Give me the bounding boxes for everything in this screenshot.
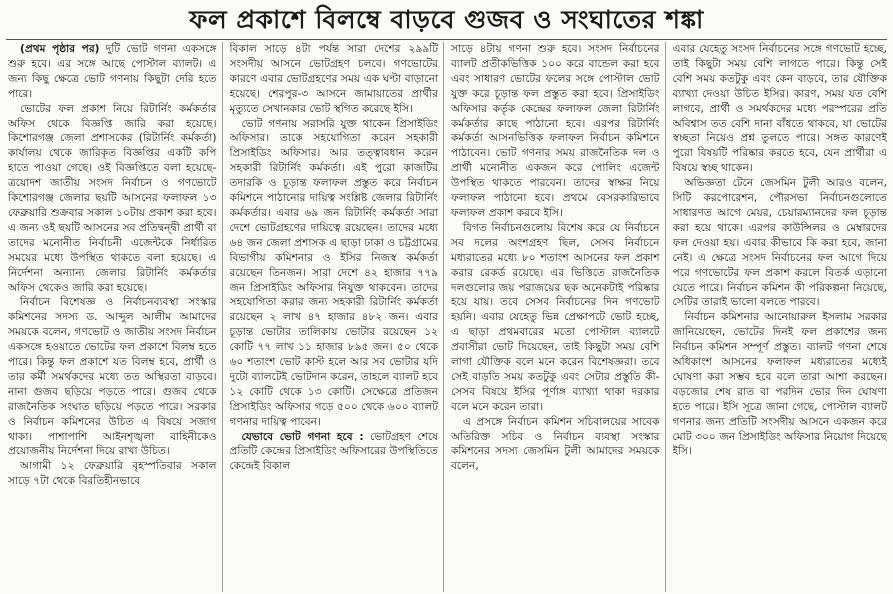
- article-column-4: [673, 42, 888, 592]
- paragraph: [8, 459, 217, 489]
- headline-rule: [6, 39, 887, 40]
- article-column-2: [230, 42, 445, 592]
- paragraph-text: দুটি ভোট গণনা একসঙ্গে শুরু হবে। এর সঙ্গে আছে পোস্টাল ব্যালট। এ জন্য কিছু ক্ষেত্রে ভোট গণনায় কিছুটা দেরি হতে পারে।: [8, 43, 217, 100]
- paragraph-text: ভোট গণনায় সরাসরি যুক্ত থাকেন প্রিসাইডিং অফিসার। তাকে সহযোগিতা করেন সহকারী প্রিসাইডিং অফিসার। আর তত্ত্বাবধান করেন সহকারী রিটার্নিং কর্মকর্তা। এই পুরো কাজটির তদারকি ও চূড়ান্ত ফলাফল প্রস্তুত করে নির্বাচন কমিশনে পাঠানোর দায়িত্ব সংশ্লিষ্ট জেলার রিটার্নিং কর্মকর্তার। এবার ৬৯ জন রিটার্নিং কর্মকর্তা সারা দেশে ভোটগ্রহণের দায়িত্বে রয়েছেন। তাদের মধ্যে ৬৪ জন জেলা প্রশাসক এ ছাড়া ঢাকা ও চট্টগ্রামের বিভাগীয় কমিশনার ও ইসির নিজস্ব কর্মকর্তা রয়েছেন তিনজন। সারা দেশে ৪২ হাজার ৭৭৯ জন প্রিসাইডিং অফিসার নিযুক্ত থাকবেন। তাদের সহযোগিতা করার জন্য সহকারী রিটার্নিং কর্মকর্তা রয়েছেন ২ লাখ ৪৭ হাজার ৪৮২ জন। এবার চূড়ান্ত ভোটার তালিকায় ভোটার রয়েছেন ১২ কোটি ৭৭ লাখ ১১ হাজার ৮৯৫ জন। ৫০ থেকে ৬০ শতাংশ ভোট কাস্ট হলে আর সব ভোটার যদি দুটো ব্যালটেই ভোটদান করেন, তাহলে ব্যালট হবে ১২ কোটি থেকে ১৩ কোটি। সেক্ষেত্রে প্রতিজন প্রিসাইডিং অফিসার গড়ে ৫০০ থেকে ৬০০ ব্যালট গণনার দায়িত্ব পাবেন।: [229, 117, 438, 428]
- paragraph: [451, 221, 660, 415]
- paragraph: [8, 102, 217, 296]
- paragraph: [673, 176, 888, 310]
- paragraph: [230, 117, 439, 430]
- paragraph: [8, 295, 217, 459]
- paragraph: [8, 42, 217, 102]
- paragraph: [451, 415, 660, 475]
- paragraph: [230, 42, 439, 117]
- article-body: [8, 42, 887, 592]
- paragraph-text: এ প্রসঙ্গে নির্বাচন কমিশন সচিবালয়ের সাবেক অতিরিক্ত সচিব ও নির্বাচন ব্যবস্থা সংস্কার কমিশনের সদস্য জেসমিন টুলী আমাদের সময়কে বলেন,: [451, 415, 660, 473]
- paragraph-text: সাড়ে ৪টায় গণনা শুরু হবে। সংসদ নির্বাচনের ব্যালট প্রতীকভিত্তিক ১০০ করে বান্ডেল করা হবে এবং সাধারণ ভোটের ফলের সঙ্গে পোস্টাল ভোট যুক্ত করে চূড়ান্ত ফল প্রস্তুত করা হবে। প্রিসাইডিং অফিসার কর্তৃক কেন্দ্রের ফলাফল জেলা রিটার্নিং কর্মকর্তার কাছে পাঠানো হবে। এরপর রিটার্নিং কর্মকর্তা আসনভিত্তিক ফলাফল নির্বাচন কমিশনে পাঠাবেন। ভোট গণনার সময় রাজনৈতিক দল ও প্রার্থী মনোনীত একজন করে পোলিং এজেন্ট উপস্থিত থাকতে পারবেন। তাদের স্বাক্ষর নিয়ে ফলাফল পাঠানো হবে। প্রথমে বেসরকারিভাবে ফলাফল প্রকাশ করবে ইসি।: [451, 43, 660, 219]
- paragraph: [673, 42, 888, 176]
- article-column-3: [451, 42, 666, 592]
- paragraph-text: বিগত নির্বাচনগুলোয় বিশেষ করে যে নির্বাচনে সব দলের অংশগ্রহণ ছিল, সেসব নির্বাচনে মধ্যরাতের মধ্যে ৮০ শতাংশ আসনের ফল প্রকাশ করার রেকর্ড রয়েছে। এর ভিত্তিতে রাজনৈতিক দলগুলোর জয় পরাজয়ের ছক অনেকটাই পরিষ্কার হয়ে যায়। তবে সেসব নির্বাচনের দিন গণভোট হয়নি। এবার যেহেতু ভিন্ন প্রেক্ষাপটে ভোট হচ্ছে, এ ছাড়া প্রথমবারের মতো পোস্টাল ব্যালটে প্রবাসীরা ভোট দিয়েছেন, তাই কিছুটা সময় বেশি লাগা যৌক্তিক বলে মনে করেন বিশেষজ্ঞরা। তবে সেই বাড়তি সময় কতটুকু এবং সেটার প্রস্তুতি কী- সেসব বিষয়ে ইসির পূর্ণাঙ্গ ব্যাখ্যা থাকা দরকার বলে মনে করেন তারা।: [451, 221, 660, 413]
- paragraph-text: এবার যেহেতু সংসদ নির্বাচনের সঙ্গে গণভোট হচ্ছে, তাই কিছুটা সময় বেশি লাগতে পারে। কিন্তু সেই বেশি সময় কতটুকু এবং কেন বাড়বে, তার যৌক্তিক ব্যাখ্যা দেওয়া উচিত ইসির। কারণ, সময় যত বেশি লাগবে, প্রার্থী ও সমর্থকদের মধ্যে পরস্পরের প্রতি অবিশ্বাস তত বেশি দানা বাঁধতে থাকবে, যা ভোটের স্বচ্ছতা নিয়েও প্রশ্ন তুলতে পারে। সঙ্গত কারণেই পুরো বিষয়টি পরিষ্কার করতে হবে, যেন প্রার্থীরা এ বিষয়ে স্বচ্ছ থাকেন।: [672, 43, 887, 175]
- paragraph-text: ভোটগ্রহণ শেষে প্রতিটি কেন্দ্রের প্রিসাইডিং অফিসারের উপস্থিতিতে কেন্দ্রেই বিকাল: [229, 430, 438, 473]
- paragraph: [673, 310, 888, 459]
- paragraph-text: আগামী ১২ ফেব্রুয়ারি বৃহস্পতিবার সকাল সাড়ে ৭টা থেকে বিরতিহীনভাবে: [8, 460, 217, 488]
- paragraph-text: বিকাল সাড়ে ৪টা পর্যন্ত সারা দেশের ২৯৯টি সংসদীয় আসনে ভোটগ্রহণ চলবে। গণভোটের কারণে এবার ভোটগ্রহণের সময় এক ঘণ্টা বাড়ানো হয়েছে। শেরপুর-৩ আসনে জামায়াতের প্রার্থীর মৃত্যুতে সেখানকার ভোট স্থগিত করেছে ইসি।: [229, 43, 438, 115]
- paragraph-text: ভোটের ফল প্রকাশ নিয়ে রিটার্নিং কর্মকর্তার অফিস থেকে বিজ্ঞপ্তি জারি করা হয়েছে। কিশোরগঞ্জ জেলা প্রশাসকের (রিটার্নিং কর্মকর্তা) কার্যালয় থেকে জারিকৃত বিজ্ঞপ্তির একটি কপি হাতে পাওয়া গেছে। ওই বিজ্ঞপ্তিতে বলা হয়েছে- ত্রয়োদশ জাতীয় সংসদ নির্বাচন ও গণভোটে কিশোরগঞ্জ জেলার ছয়টি আসনের ফলাফল ১৩ ফেব্রুয়ারি শুক্রবার সকাল ১০টায় প্রকাশ করা হবে। এ জন্য ওই ছয়টি আসনের সব প্রতিদ্বন্দ্বী প্রার্থী বা তাদের মনোনীত নির্বাচনী এজেন্টকে নির্ধারিত সময়ের মধ্যে উপস্থিত থাকতে বলা হয়েছে। এ নির্দেশনা অন্যান্য জেলার রিটার্নিং কর্মকর্তার অফিস থেকেও জারি করা হয়েছে।: [8, 102, 217, 294]
- paragraph-text: নির্বাচন বিশেষজ্ঞ ও নির্বাচনব্যবস্থা সংস্কার কমিশনের সদস্য ড. আব্দুল আলীম আমাদের সময়কে বলেন, গণভোট ও জাতীয় সংসদ নির্বাচন একসঙ্গে হওয়াতে ভোটের ফল প্রকাশে বিলম্ব হতে পারে। কিন্তু ফল প্রকাশে যত বিলম্ব হবে, প্রার্থী ও তার কর্মী সমর্থকদের মধ্যে তত অস্থিরতা বাড়বে। নানা গুজব ছড়িয়ে পড়তে পারে। গুজব থেকে রাজনৈতিক সংঘাত ছড়িয়ে পড়তে পারে। সরকার ও নির্বাচন কমিশনের উচিত এ বিষয়ে সজাগ থাকা। পাশাপাশি আইনশৃঙ্খলা বাহিনীকেও প্রয়োজনীয় নির্দেশনা দিয়ে রাখা উচিত।: [8, 296, 217, 458]
- paragraph-text: নির্বাচন কমিশনার আনোয়ারুল ইসলাম সরকার জানিয়েছেন, ভোটের দিনই ফল প্রকাশের জন্য নির্বাচন কমিশন সম্পূর্ণ প্রস্তুত। ব্যালট গণনা শেষে অধিকাংশ আসনের ফলাফল মধ্যরাতের মধ্যেই ঘোষণা করা সম্ভব হবে বলে তারা আশা করছেন। বড়জোর শেষ রাত বা পরদিন ভোর দিন ঘোষণা হতে পারে। ইসি সূত্রে জানা গেছে, পোস্টাল ব্যালট গণনার জন্য প্রতিটি সংসদীয় আসনে একজন করে মোট ৩০০ জন প্রিসাইডিং অফিসার নিয়োগ দিয়েছে ইসি।: [672, 311, 887, 458]
- paragraph-lead: যেভাবে ভোট গণনা হবে :: [241, 430, 364, 443]
- article-column-1: [8, 42, 223, 592]
- paragraph: [230, 430, 439, 475]
- paragraph-lead: (প্রথম পৃষ্ঠার পর): [20, 43, 100, 55]
- headline: ফল প্রকাশে বিলম্বে বাড়বে গুজব ও সংঘাতের শঙ্কা: [189, 5, 704, 34]
- paragraph-text: অভিজ্ঞতা টেনে জেসমিন টুলী আরও বলেন, সিটি করপোরেশন, পৌরসভা নির্বাচনগুলোতে সাধারণত আগে মেয়র, চেয়ারম্যানদের ফল চূড়ান্ত করা হয়ে থাকে। এরপর কাউন্সিলর ও মেম্বারদের ফল দেওয়া হয়। এবার কীভাবে কি করা হবে, জানা নেই। এ ক্ষেত্রে সংসদ নির্বাচনের ফল আগে দিয়ে পরে গণভোটের ফল প্রকাশ করলে বিতর্ক এড়ানো যেতে পারে। নির্বাচন কমিশন কী পরিকল্পনা নিয়েছে, সেটির তারাই ভালো বলতে পারবে।: [672, 177, 887, 309]
- paragraph: [451, 42, 660, 221]
